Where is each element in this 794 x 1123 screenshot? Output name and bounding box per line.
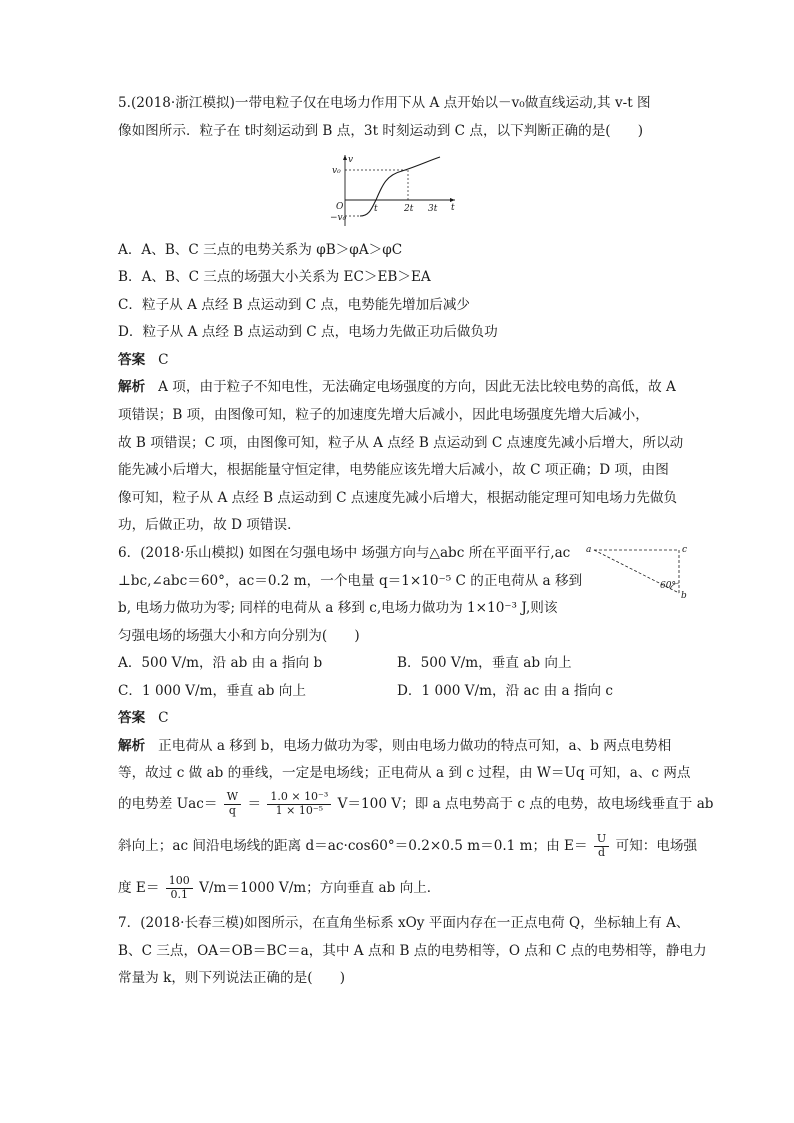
q5-analysis-line-5: 像可知，粒子从 A 点经 B 点运动到 C 点速度先减小后增大，根据动能定理可知电场力先做负 bbox=[118, 490, 678, 506]
q5-answer-row bbox=[118, 354, 169, 368]
q6-analysis-label: 解析 bbox=[118, 738, 146, 754]
e-prefix: 度 E＝ bbox=[118, 880, 160, 896]
fig-label-b: b bbox=[681, 591, 687, 601]
q6-stem-line-3: b, 电场力做功为零; 同样的电荷从 a 移到 c,电场力做功为 1×10⁻³ J,则该 bbox=[118, 600, 558, 616]
fraction-w-over-q bbox=[224, 791, 241, 817]
q6-analysis-line-2: 等，故过 c 做 ab 的垂线，一定是电场线；正电荷从 a 到 c 过程，由 W＝Uq 可知，a、c 两点 bbox=[118, 765, 691, 781]
q5-answer-value: C bbox=[158, 352, 169, 368]
q5-vt-graph bbox=[330, 153, 460, 228]
q5-option-b: B．A、B、C 三点的场强大小关系为 EC＞EB＞EA bbox=[118, 269, 431, 285]
fig-label-a: a bbox=[586, 545, 592, 555]
q6-analysis-line-1 bbox=[118, 740, 671, 754]
graph-t2-label: 2t bbox=[404, 204, 414, 214]
q7-stem-line-3: 常量为 k，则下列说法正确的是( ) bbox=[118, 970, 346, 986]
q6-triangle-figure bbox=[584, 540, 694, 602]
frac-u: U bbox=[594, 833, 609, 847]
q5-option-a: A．A、B、C 三点的电势关系为 φB＞φA＞φC bbox=[118, 242, 403, 258]
q6-stem-line-1: 6．(2018·乐山模拟) 如图在匀强电场中 场强方向与△abc 所在平面平行,ac bbox=[118, 545, 571, 561]
frac-d: d bbox=[598, 846, 606, 859]
graph-t1-label: t bbox=[374, 204, 378, 214]
fraction-numeric bbox=[267, 791, 331, 817]
graph-t3-label: 3t bbox=[428, 204, 438, 214]
q5-stem-line-1: 5.(2018·浙江模拟)一带电粒子仅在电场力作用下从 A 点开始以－v₀做直线运动,其 v-t 图 bbox=[118, 95, 651, 111]
q6-analysis-line-5 bbox=[118, 874, 440, 902]
frac-q: q bbox=[228, 804, 236, 817]
q5-stem-line-2: 像如图所示．粒子在 t时刻运动到 B 点，3t 时刻运动到 C 点，以下判断正确的是( ) bbox=[118, 123, 644, 139]
q5-option-d: D．粒子从 A 点经 B 点运动到 C 点，电场力先做正功后做负功 bbox=[118, 324, 498, 340]
graph-neg-v0-label: −v₀ bbox=[330, 213, 347, 223]
graph-v0-label: v₀ bbox=[332, 166, 341, 176]
q6-answer-value: C bbox=[158, 710, 169, 726]
fraction-u-over-d bbox=[594, 833, 609, 859]
fig-angle-60: 60° bbox=[660, 581, 676, 591]
q6-analysis-line-4 bbox=[118, 832, 697, 860]
q6-option-a: A．500 V/m，沿 ab 由 a 指向 b bbox=[118, 655, 323, 671]
q6-answer-label: 答案 bbox=[118, 710, 146, 726]
q5-option-c: C．粒子从 A 点经 B 点运动到 C 点，电势能先增加后减少 bbox=[118, 297, 471, 313]
graph-origin-label: O bbox=[336, 202, 344, 212]
fig-label-c: c bbox=[682, 545, 688, 555]
q5-analysis-line-6: 功，后做正功，故 D 项错误． bbox=[118, 517, 301, 533]
q5-analysis-text-1: A 项，由于粒子不知电性，无法确定电场强度的方向，因此无法比较电势的高低，故 A bbox=[158, 379, 676, 395]
q6-option-d: D．1 000 V/m，沿 ac 由 a 指向 c bbox=[397, 683, 614, 699]
q6-analysis-line-3 bbox=[118, 790, 714, 818]
q5-analysis-line-1 bbox=[118, 381, 676, 395]
e-suffix: V/m＝1000 V/m；方向垂直 ab 向上． bbox=[199, 880, 441, 896]
frac-w: W bbox=[224, 791, 241, 805]
q6-option-c: C．1 000 V/m，垂直 ab 向上 bbox=[118, 683, 306, 699]
frac-100: 100 bbox=[166, 875, 193, 889]
q7-stem-line-1: 7．(2018·长春三模)如图所示，在直角坐标系 xOy 平面内存在一正点电荷 Q，坐标轴上有 A、 bbox=[118, 915, 690, 931]
q7-stem-line-2: B、C 三点，OA＝OB＝BC＝a，其中 A 点和 B 点的电势相等，O 点和 C 点的电势相等，静电力 bbox=[118, 943, 707, 959]
equals-sign: ＝ bbox=[247, 796, 262, 812]
q5-analysis-line-3: 故 B 项错误；C 项，由图像可知，粒子从 A 点经 B 点运动到 C 点速度先减小后增大，所以动 bbox=[118, 435, 684, 451]
q5-analysis-line-4: 能先减小后增大，根据能量守恒定律，电势能应该先增大后减小，故 C 项正确；D 项，由图 bbox=[118, 462, 669, 478]
q5-analysis-line-2: 项错误；B 项，由图像可知，粒子的加速度先增大后减小，因此电场强度先增大后减小， bbox=[118, 407, 649, 423]
q6-analysis-text-1: 正电荷从 a 移到 b，电场力做功为零，则由电场力做功的特点可知，a、b 两点电势相 bbox=[158, 738, 672, 754]
uac-prefix: 的电势差 Uac＝ bbox=[118, 796, 218, 812]
q6-stem-line-2: ⊥bc,∠abc＝60°，ac＝0.2 m，一个电量 q＝1×10⁻⁵ C 的正电荷从 a 移到 bbox=[118, 573, 583, 589]
frac-num-value: 1.0 × 10⁻³ bbox=[267, 791, 331, 805]
graph-v-axis-label: v bbox=[348, 155, 354, 165]
fraction-100-over-0.1 bbox=[166, 875, 193, 901]
uac-suffix: V＝100 V；即 a 点电势高于 c 点的电势，故电场线垂直于 ab bbox=[337, 796, 714, 812]
frac-0-1: 0.1 bbox=[170, 888, 189, 901]
q6-option-b: B．500 V/m，垂直 ab 向上 bbox=[397, 655, 572, 671]
q5-analysis-label: 解析 bbox=[118, 379, 146, 395]
frac-den-value: 1 × 10⁻⁵ bbox=[275, 804, 324, 817]
field-text-suffix: 可知：电场强 bbox=[615, 838, 698, 854]
graph-t-axis-label: t bbox=[451, 203, 455, 213]
q6-stem-line-4: 匀强电场的场强大小和方向分别为( ) bbox=[118, 628, 360, 644]
q6-answer-row bbox=[118, 712, 169, 726]
q5-answer-label: 答案 bbox=[118, 352, 146, 368]
distance-text: 斜向上；ac 间沿电场线的距离 d＝ac·cos60°＝0.2×0.5 m＝0.1 m；由 E＝ bbox=[118, 838, 588, 854]
